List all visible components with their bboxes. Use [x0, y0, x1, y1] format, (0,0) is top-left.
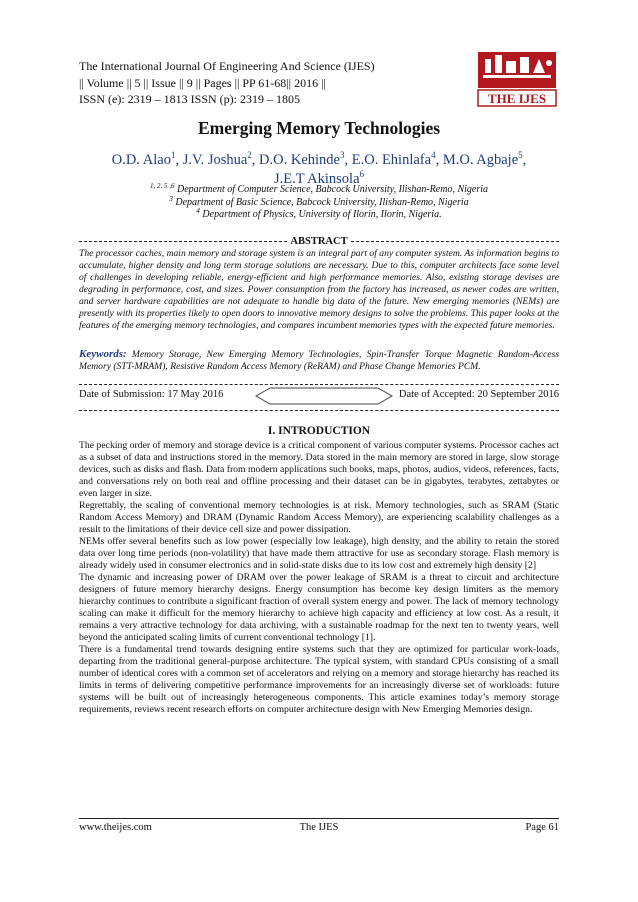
keywords-label: Keywords:: [79, 348, 127, 360]
author-name: M.O. Agbaje: [442, 152, 519, 168]
dates-bottom-divider: [79, 405, 559, 416]
affiliation: $^4$ Department of Physics, University of Ilorin, Ilorin, Nigeria.: [196, 207, 442, 220]
author-name: J.V. Joshua: [182, 152, 248, 168]
author-name: E.O. Ehinlafa: [351, 152, 432, 168]
paragraph: The pecking order of memory and storage device is a critical component of various computer systems. Processor caches act as a subset of data and instructions stored in the memory. Data stored in the main memory are stored in large, slow storage devices, such as disks and flash. Data from modern applications such books, maps, photos, audios, videos, references, facts, and conversations rely on both real and offline processing and their dataset can be in gigabytes, terabytes, zettabytes or even larger in size.: [79, 440, 559, 499]
footer-website-link[interactable]: www.theijes.com: [79, 822, 152, 833]
paragraph: There is a fundamental trend towards designing entire systems such that they are optimized for particular work-loads, departing from the traditional general-purpose architecture. The typical system, with standard CPUs consisting of a small number of identical cores with a common set of accelerators and relying on a memory and storage hierarchy has reached its limits in terms of delivering competitive performance improvements for an increasingly diverse set of workloads: future systems will be built out of increasingly heterogeneous components. This article examines today’s memory storage requirements, reviews recent research efforts on computer architecture design with New Emerging Memories design.: [79, 644, 559, 715]
author-sup: 3: [340, 150, 345, 160]
abstract-text: The processor caches, main memory and storage system is an integral part of any computer system. As information begins to accumulate, higher density and long term storage solutions are necessary. Due to this, computer architects face some level of challenges in developing reliable, energy-efficient and high performance memories. Also, existing storage devises are degrading in performance, cost, and sizes. Power consumption from the factory has increased, as newer codes are written, and server hardware capabilities are not adequate to handle big data of the future. New emerging memories (NEMs) are presently with its properties likely to open doors to innovative memory designs to solve the problems. This paper looks at the features of the emerging memory technologies, and compares incumbent memories types with the expected future memories.: [79, 248, 559, 331]
paragraph: NEMs offer several benefits such as low power (especially low leakage), high density, and the ability to retain the stored data over long time periods (non-volatility) that have made them attractive for use as secondary storage. Flash memory is already widely used in consumer electronics and in solid-state disks due to its low cost and extremely high density [2]: [79, 536, 559, 571]
body-text: [79, 440, 559, 716]
journal-name: The International Journal Of Engineering And Science (IJES): [79, 59, 375, 73]
abstract-divider: [79, 236, 559, 247]
journal-header: [79, 58, 479, 108]
paragraph: Regrettably, the scaling of conventional memory technologies is at risk. Memory technologies, such as SRAM (Static Random Access Memory) and DRAM (Dynamic Random Access Memory), are experiencing scalability challenges as a result to the limitations of their device cell size and power dissipation.: [79, 500, 559, 535]
author-name: J.E.T Akinsola: [273, 171, 360, 187]
footer-page-number: Page 61: [525, 822, 559, 833]
footer-journal: The IJES: [299, 822, 339, 833]
issn-line: ISSN (e): 2319 – 1813 ISSN (p): 2319 – 1805: [79, 92, 300, 106]
author-sup: 4: [431, 150, 436, 160]
dates-row: [79, 387, 559, 405]
dates-arrow-shape: [254, 387, 394, 405]
author-sup: 5: [518, 150, 523, 160]
affiliations: [79, 184, 559, 222]
ijes-logo: [475, 49, 559, 109]
paragraph: The dynamic and increasing power of DRAM over the power leakage of SRAM is a threat to circuit and architecture designers of future memory hierarchy designs. Energy consumption has become key design limiters as the memory hierarchy continues to contribute a significant fraction of overall system energy and power. The lack of memory technology scaling can make it difficult for the memory hierarchy to achieve high capacity and efficiency at low cost. As a result, it remains a very attractive technology for data archiving, with a sustainable roadmap for the next ten to twenty years, well beyond the anticipated scaling limits of current conventional technology [1].: [79, 572, 559, 643]
volume-line: || Volume || 5 || Issue || 9 || Pages || PP 61-68|| 2016 ||: [79, 75, 326, 90]
author-list: O.D. Alao$^1$, J.V. Joshua$^2$, D.O. Kehinde$^3$, E.O. Ehinlafa$^4$, M.O. Agbaje$^5$, J.E.T Akinsola$^6$: [111, 150, 527, 187]
accepted-date: Date of Accepted: 20 September 2016: [398, 389, 559, 400]
paper-title: Emerging Memory Technologies: [197, 118, 441, 138]
author-name: O.D. Alao: [111, 152, 171, 168]
footer-rule: [79, 818, 559, 819]
abstract-heading: ABSTRACT: [290, 236, 348, 247]
author-name: D.O. Kehinde: [259, 152, 340, 168]
logo-text: THE IJES: [487, 91, 547, 106]
keywords: [79, 348, 559, 373]
author-sup: 1: [170, 150, 176, 160]
affiliation: $^{1, 2, 5 ,6}$ Department of Computer Science, Babcock University, Ilishan-Remo, Nigeria: [149, 182, 489, 195]
keywords-text: Memory Storage, New Emerging Memory Technologies, Spin-Transfer Torque Magnetic Random-Access Memory (STT-MRAM), Resistive Random Access Memory (ReRAM) and Phase Change Memories PCM.: [79, 349, 559, 372]
logo-graphic: [475, 49, 559, 109]
author-sup: 6: [359, 169, 365, 179]
author-sup: 2: [247, 150, 252, 160]
affiliation: $^3$ Department of Basic Science, Babcock University, Ilishan-Remo, Nigeria: [169, 194, 469, 208]
submission-date: Date of Submission: 17 May 2016: [79, 389, 224, 400]
section-heading: I. INTRODUCTION: [267, 425, 371, 437]
